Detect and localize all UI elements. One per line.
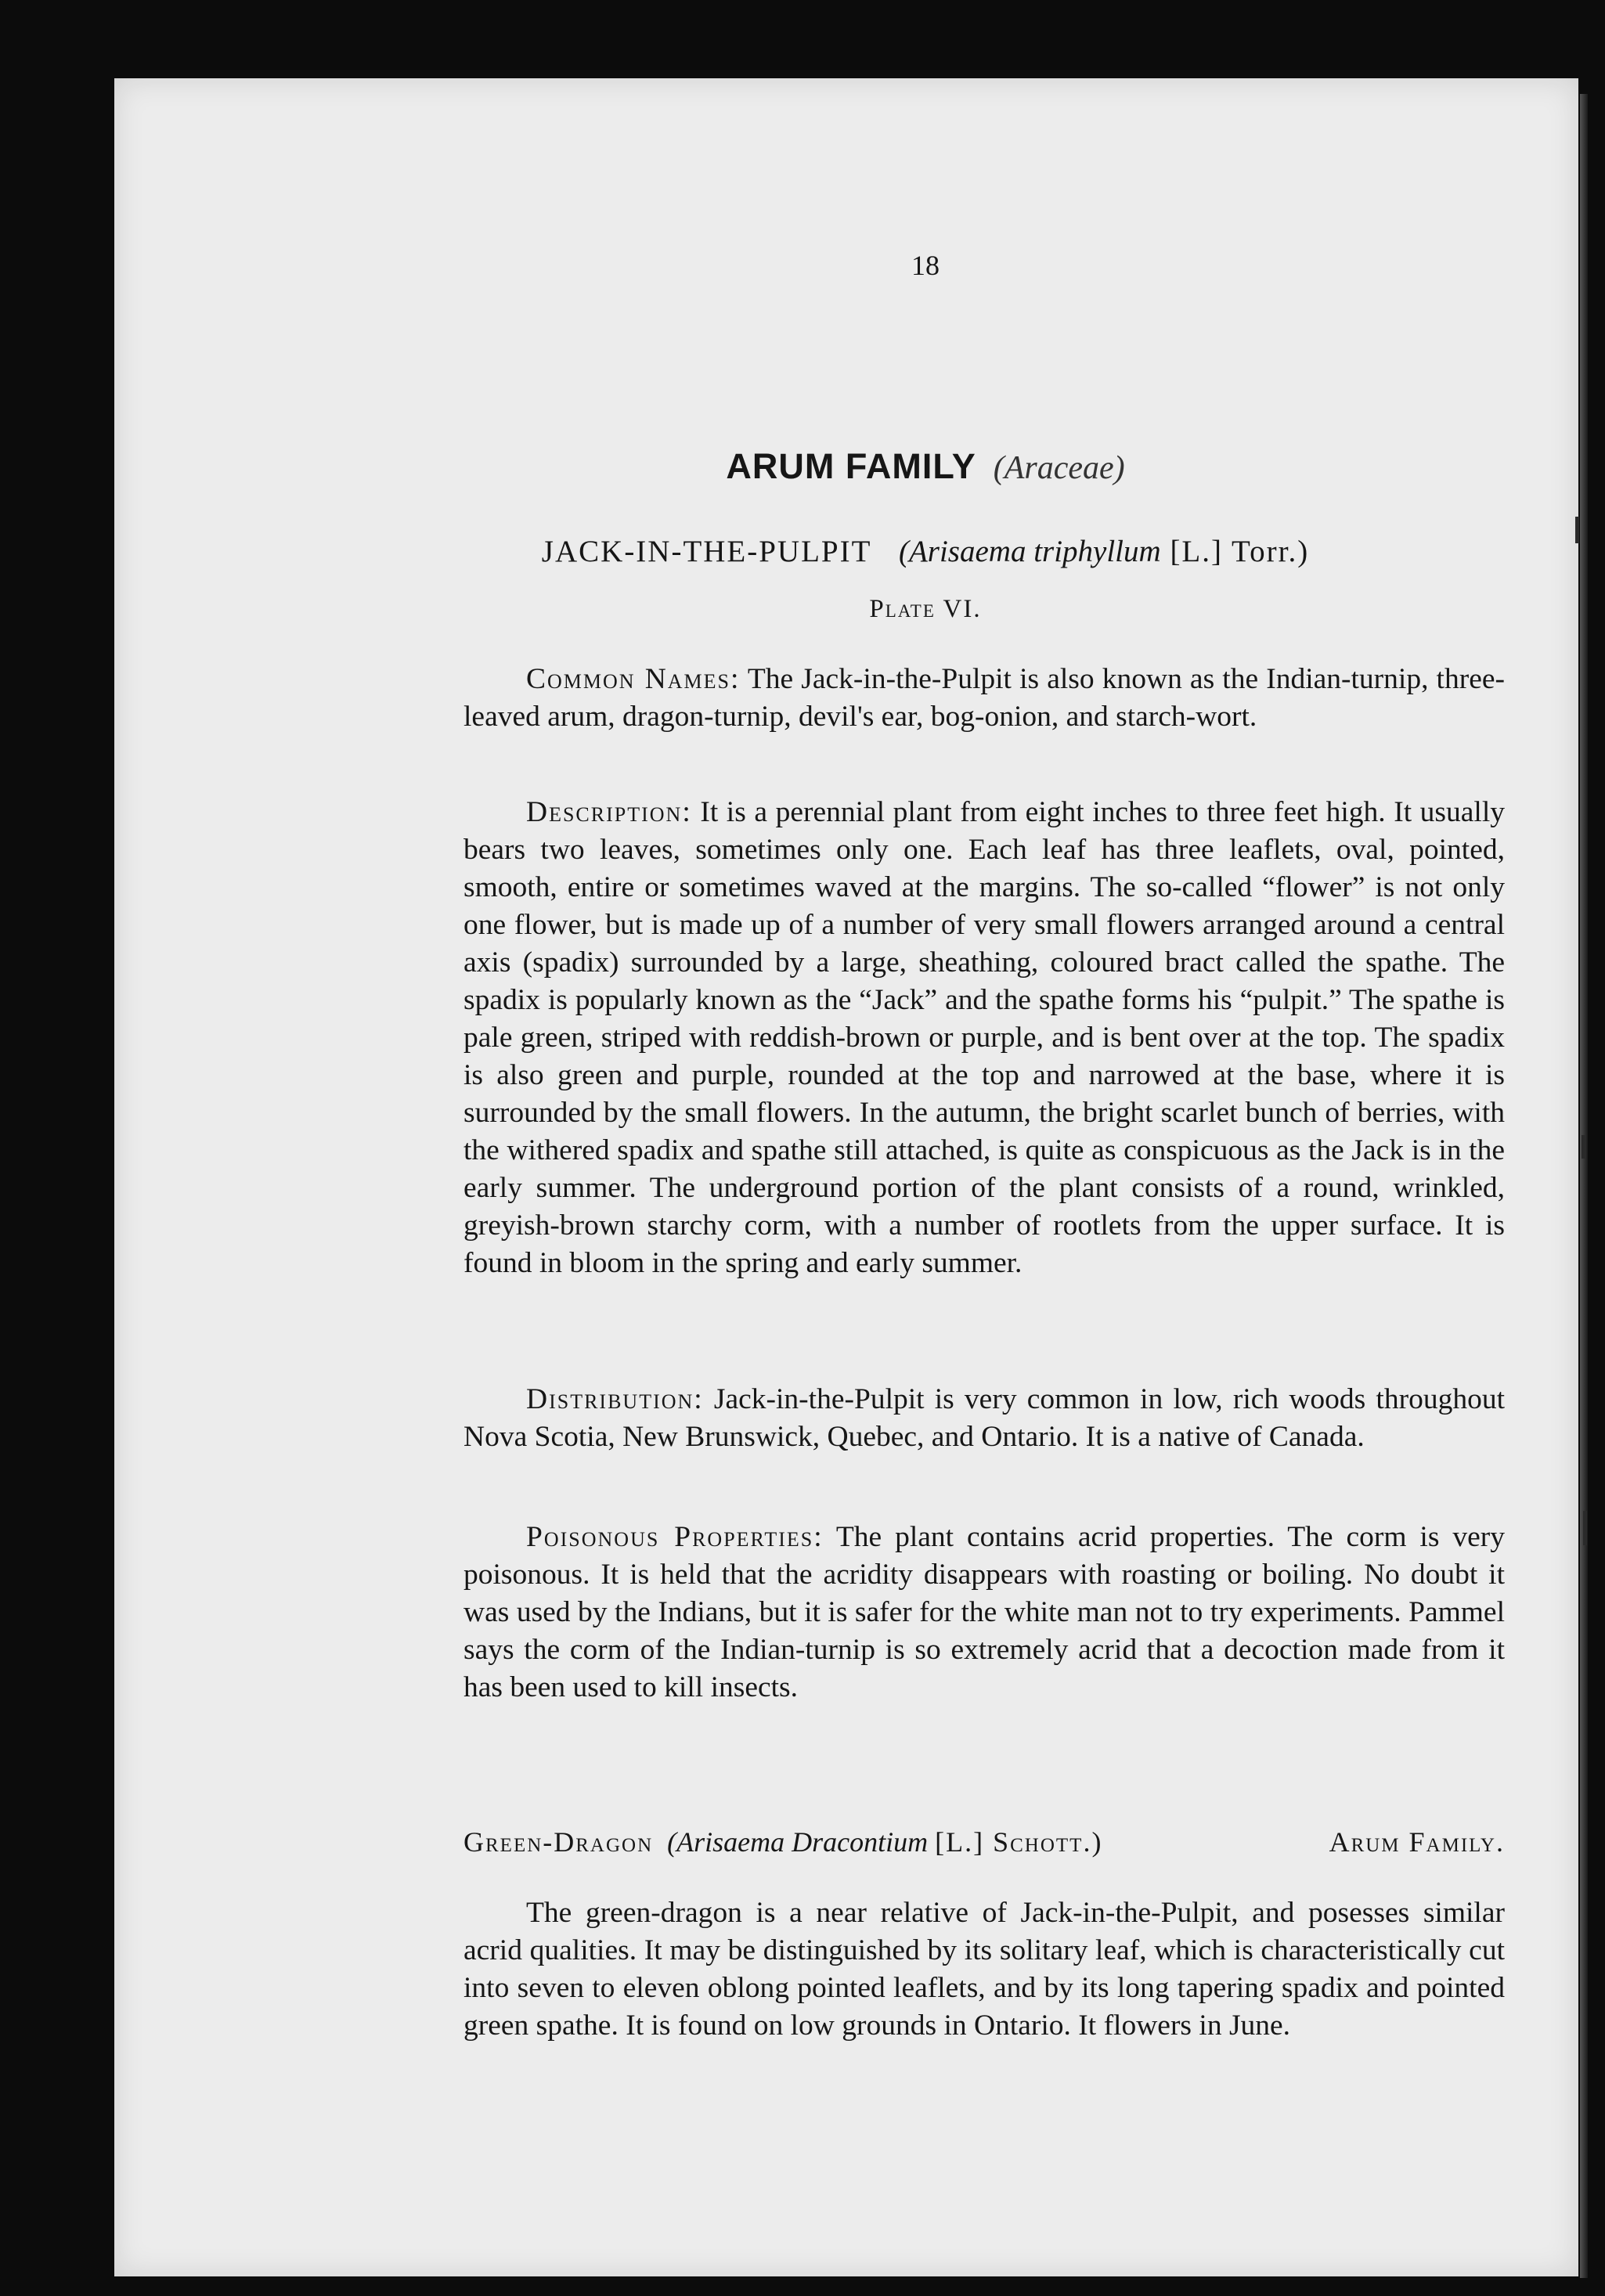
- page-number: 18: [911, 250, 940, 281]
- family-heading: [348, 446, 1503, 487]
- common-names-paragraph: [463, 661, 1505, 736]
- species-authority: [L.] Torr.): [1170, 535, 1310, 568]
- section-text: The Jack-in-the-Pulpit is also known as the Indian-turnip, three-leaved arum, dragon-turnip, devil's ear, bog-onion, and starch-wort.: [463, 663, 1505, 733]
- margin-mark: [1575, 517, 1579, 543]
- green-dragon-family: Arum Family.: [1329, 1826, 1505, 1858]
- section-text: The plant contains acrid properties. The corm is very poisonous. It is held that the acridity disappears with roasting or boiling. No doubt it was used by the Indians, but it is safer for the white man not to try experiments. Pammel says the corm of the Indian-turnip is so extremely acrid that a decoction made from it has been used to kill insects.: [463, 1521, 1505, 1703]
- section-heading: Description:: [526, 796, 692, 828]
- page-right-edge: [1580, 94, 1588, 2278]
- green-dragon-latin: (Arisaema Dracontium: [667, 1826, 929, 1858]
- page-sheet: [114, 78, 1578, 2276]
- plate-reference: Plate VI.: [869, 595, 982, 623]
- species-latin: (Arisaema triphyllum: [898, 535, 1161, 568]
- margin-mark: [1583, 1511, 1587, 1545]
- description-paragraph: [463, 794, 1505, 1282]
- section-text: Jack-in-the-Pulpit is very common in low, rich woods throughout Nova Scotia, New Brunswick, Quebec, and Ontario. It is a native of Canada.: [463, 1383, 1505, 1453]
- species-name: JACK-IN-THE-PULPIT: [541, 535, 871, 568]
- species-heading: [348, 534, 1503, 569]
- section-heading: Common Names:: [526, 663, 741, 695]
- family-latin: (Araceae): [993, 450, 1125, 486]
- section-heading: Distribution:: [526, 1383, 704, 1415]
- section-heading: Poisonous Properties:: [526, 1521, 824, 1553]
- poisonous-properties-paragraph: [463, 1519, 1505, 1707]
- green-dragon-heading: [463, 1826, 1505, 1858]
- green-dragon-name: Green-Dragon: [463, 1826, 654, 1858]
- section-text: It is a perennial plant from eight inches to three feet high. It usually bears two leaves, sometimes only one. Each leaf has three leaflets, oval, pointed, smooth, entire or sometimes waved at the margins. The so-called “flower” is not only one flower, but is made up of a number of very small flowers arranged around a central axis (spadix) surrounded by a large, sheathing, coloured bract called the spathe. The spadix is popularly known as the “Jack” and the spathe forms his “pulpit.” The spathe is pale green, striped with reddish-brown or purple, and is bent over at the top. The spadix is also green and purple, rounded at the top and narrowed at the base, where it is surrounded by the small flowers. In the autumn, the bright scarlet bunch of berries, with the withered spadix and spathe still attached, is quite as conspicuous as the Jack is in the early summer. The underground portion of the plant consists of a round, wrinkled, greyish-brown starchy corm, with a number of rootlets from the upper surface. It is found in bloom in the spring and early summer.: [463, 796, 1505, 1279]
- distribution-paragraph: [463, 1381, 1505, 1456]
- green-dragon-paragraph: The green-dragon is a near relative of Jack-in-the-Pulpit, and posesses similar acrid qualities. It may be distinguished by its solitary leaf, which is characteristically cut into seven to eleven oblong pointed leaflets, and by its long tapering spadix and pointed green spathe. It is found on low grounds in Ontario. It flowers in June.: [463, 1897, 1505, 2042]
- green-dragon-authority: [L.] Schott.): [935, 1826, 1103, 1858]
- margin-mark: [1582, 1135, 1585, 1159]
- family-name: ARUM FAMILY: [726, 446, 976, 486]
